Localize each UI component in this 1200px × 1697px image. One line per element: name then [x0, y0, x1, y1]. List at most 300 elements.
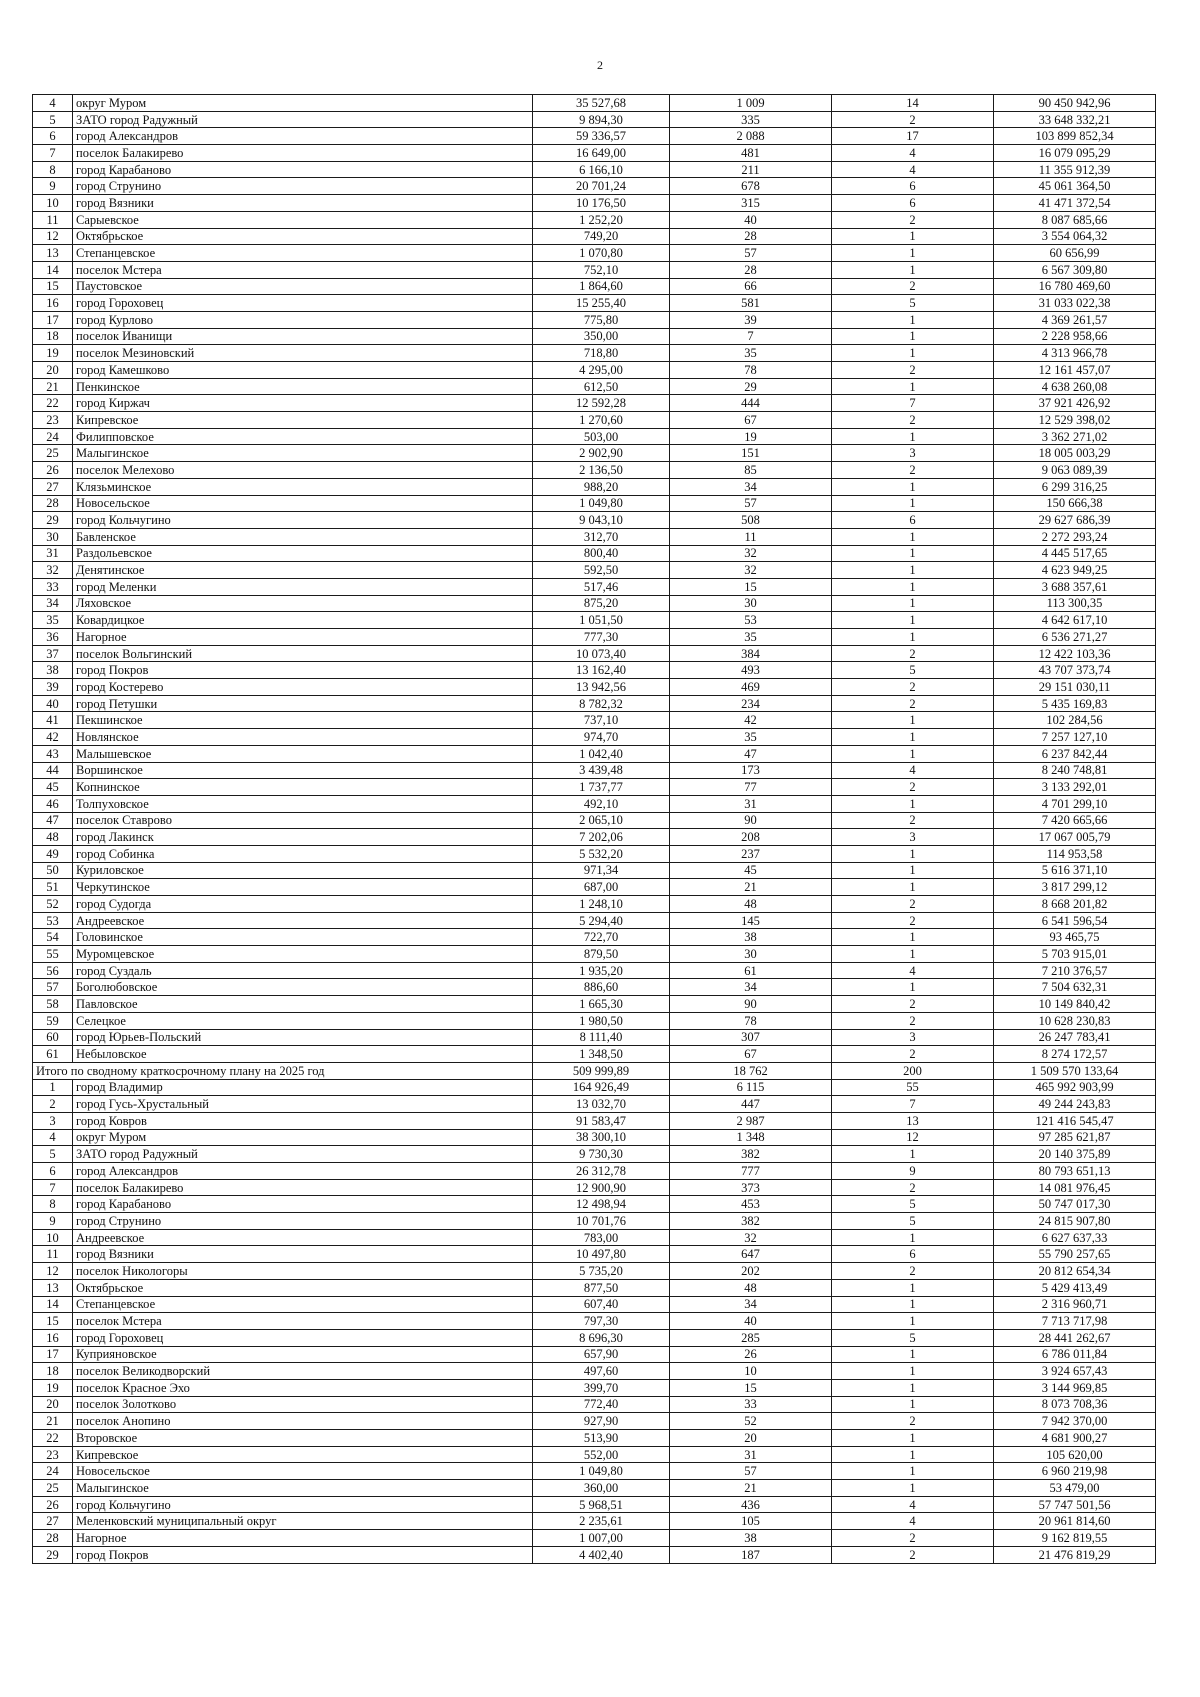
table-row — [33, 111, 1156, 128]
houses-value: 1 — [832, 629, 994, 646]
area-value: 5 294,40 — [533, 912, 670, 929]
houses-value: 1 — [832, 1396, 994, 1413]
municipality-name: город Ковров — [73, 1112, 533, 1129]
houses-value: 2 — [832, 695, 994, 712]
table-row — [33, 1196, 1156, 1213]
houses-value: 4 — [832, 145, 994, 162]
municipality-name: город Суздаль — [73, 962, 533, 979]
houses-value: 3 — [832, 445, 994, 462]
row-number: 4 — [33, 95, 73, 112]
table-row — [33, 1446, 1156, 1463]
houses-value: 6 — [832, 512, 994, 529]
row-number: 19 — [33, 1379, 73, 1396]
row-number: 26 — [33, 462, 73, 479]
area-value: 10 073,40 — [533, 645, 670, 662]
houses-value: 1 — [832, 1146, 994, 1163]
cost-value: 105 620,00 — [994, 1446, 1156, 1463]
cost-value: 5 703 915,01 — [994, 946, 1156, 963]
table-row — [33, 462, 1156, 479]
cost-value: 8 274 172,57 — [994, 1046, 1156, 1063]
municipality-name: Ковардицкое — [73, 612, 533, 629]
houses-value: 2 — [832, 1046, 994, 1063]
cost-value: 33 648 332,21 — [994, 111, 1156, 128]
municipality-name: город Карабаново — [73, 1196, 533, 1213]
row-number: 23 — [33, 412, 73, 429]
area-value: 12 498,94 — [533, 1196, 670, 1213]
row-number: 16 — [33, 295, 73, 312]
residents-value: 777 — [670, 1163, 832, 1180]
area-value: 4 402,40 — [533, 1546, 670, 1563]
table-row — [33, 645, 1156, 662]
municipality-name: город Меленки — [73, 578, 533, 595]
row-number: 47 — [33, 812, 73, 829]
municipality-name: Меленковский муниципальный округ — [73, 1513, 533, 1530]
residents-value: 53 — [670, 612, 832, 629]
cost-value: 12 422 103,36 — [994, 645, 1156, 662]
row-number: 44 — [33, 762, 73, 779]
houses-value: 14 — [832, 95, 994, 112]
row-number: 3 — [33, 1112, 73, 1129]
area-value: 8 696,30 — [533, 1329, 670, 1346]
municipality-name: Куриловское — [73, 862, 533, 879]
houses-value: 1 — [832, 1379, 994, 1396]
municipality-name: Павловское — [73, 996, 533, 1013]
row-number: 20 — [33, 1396, 73, 1413]
row-number: 18 — [33, 328, 73, 345]
cost-value: 10 149 840,42 — [994, 996, 1156, 1013]
area-value: 800,40 — [533, 545, 670, 562]
cost-value: 465 992 903,99 — [994, 1079, 1156, 1096]
municipality-name: поселок Иванищи — [73, 328, 533, 345]
cost-value: 10 628 230,83 — [994, 1012, 1156, 1029]
municipality-name: город Лакинск — [73, 829, 533, 846]
area-value: 399,70 — [533, 1379, 670, 1396]
houses-value: 9 — [832, 1163, 994, 1180]
table-row — [33, 1163, 1156, 1180]
row-number: 23 — [33, 1446, 73, 1463]
table-row — [33, 1496, 1156, 1513]
row-number: 21 — [33, 378, 73, 395]
municipality-name: Раздольевское — [73, 545, 533, 562]
houses-value: 200 — [832, 1062, 994, 1079]
cost-value: 28 441 262,67 — [994, 1329, 1156, 1346]
houses-value: 1 — [832, 1313, 994, 1330]
area-value: 8 111,40 — [533, 1029, 670, 1046]
municipality-name: поселок Балакирево — [73, 145, 533, 162]
area-value: 26 312,78 — [533, 1163, 670, 1180]
cost-value: 53 479,00 — [994, 1480, 1156, 1497]
residents-value: 47 — [670, 745, 832, 762]
table-row — [33, 528, 1156, 545]
houses-value: 1 — [832, 328, 994, 345]
houses-value: 1 — [832, 562, 994, 579]
row-number: 17 — [33, 311, 73, 328]
municipality-name: город Владимир — [73, 1079, 533, 1096]
municipality-name: поселок Мелехово — [73, 462, 533, 479]
cost-value: 5 429 413,49 — [994, 1279, 1156, 1296]
municipality-name: Боголюбовское — [73, 979, 533, 996]
municipality-name: Филипповское — [73, 428, 533, 445]
table-row — [33, 1146, 1156, 1163]
row-number: 33 — [33, 578, 73, 595]
residents-value: 34 — [670, 979, 832, 996]
cost-value: 14 081 976,45 — [994, 1179, 1156, 1196]
houses-value: 4 — [832, 962, 994, 979]
table-row — [33, 145, 1156, 162]
houses-value: 1 — [832, 245, 994, 262]
municipality-name: Малыгинское — [73, 445, 533, 462]
area-value: 4 295,00 — [533, 362, 670, 379]
municipality-name: Кипревское — [73, 1446, 533, 1463]
residents-value: 85 — [670, 462, 832, 479]
residents-value: 90 — [670, 996, 832, 1013]
total-label: Итого по сводному краткосрочному плану на 2025 год — [33, 1062, 533, 1079]
area-value: 360,00 — [533, 1480, 670, 1497]
area-value: 1 665,30 — [533, 996, 670, 1013]
table-row — [33, 395, 1156, 412]
cost-value: 7 713 717,98 — [994, 1313, 1156, 1330]
houses-value: 1 — [832, 612, 994, 629]
cost-value: 4 445 517,65 — [994, 545, 1156, 562]
area-value: 1 270,60 — [533, 412, 670, 429]
municipality-name: город Вязники — [73, 1246, 533, 1263]
cost-value: 21 476 819,29 — [994, 1546, 1156, 1563]
residents-value: 481 — [670, 145, 832, 162]
area-value: 1 049,80 — [533, 1463, 670, 1480]
municipality-name: Головинское — [73, 929, 533, 946]
cost-value: 113 300,35 — [994, 595, 1156, 612]
houses-value: 4 — [832, 161, 994, 178]
row-number: 51 — [33, 879, 73, 896]
residents-value: 508 — [670, 512, 832, 529]
table-row — [33, 1463, 1156, 1480]
row-number: 57 — [33, 979, 73, 996]
houses-value: 1 — [832, 1480, 994, 1497]
houses-value: 2 — [832, 812, 994, 829]
row-number: 56 — [33, 962, 73, 979]
area-value: 513,90 — [533, 1430, 670, 1447]
cost-value: 7 257 127,10 — [994, 729, 1156, 746]
table-row — [33, 1329, 1156, 1346]
residents-value: 32 — [670, 545, 832, 562]
cost-value: 17 067 005,79 — [994, 829, 1156, 846]
table-row — [33, 629, 1156, 646]
table-row — [33, 1480, 1156, 1497]
houses-value: 1 — [832, 1279, 994, 1296]
municipality-name: поселок Мстера — [73, 1313, 533, 1330]
row-number: 36 — [33, 629, 73, 646]
houses-value: 1 — [832, 228, 994, 245]
row-number: 10 — [33, 195, 73, 212]
table-row — [33, 412, 1156, 429]
cost-value: 43 707 373,74 — [994, 662, 1156, 679]
cost-value: 11 355 912,39 — [994, 161, 1156, 178]
row-number: 20 — [33, 362, 73, 379]
row-number: 22 — [33, 395, 73, 412]
houses-value: 1 — [832, 862, 994, 879]
houses-value: 2 — [832, 412, 994, 429]
row-number: 32 — [33, 562, 73, 579]
houses-value: 1 — [832, 261, 994, 278]
houses-value: 3 — [832, 1029, 994, 1046]
table-row — [33, 295, 1156, 312]
table-row — [33, 1279, 1156, 1296]
houses-value: 1 — [832, 311, 994, 328]
residents-value: 38 — [670, 929, 832, 946]
municipality-name: город Кольчугино — [73, 1496, 533, 1513]
table-row — [33, 1096, 1156, 1113]
row-number: 40 — [33, 695, 73, 712]
cost-value: 20 961 814,60 — [994, 1513, 1156, 1530]
cost-value: 114 953,58 — [994, 845, 1156, 862]
table-row — [33, 1396, 1156, 1413]
cost-value: 7 420 665,66 — [994, 812, 1156, 829]
page-number: 2 — [597, 58, 603, 72]
residents-value: 48 — [670, 1279, 832, 1296]
houses-value: 1 — [832, 1346, 994, 1363]
area-value: 6 166,10 — [533, 161, 670, 178]
residents-value: 33 — [670, 1396, 832, 1413]
table-row — [33, 1129, 1156, 1146]
municipality-name: Небыловское — [73, 1046, 533, 1063]
table-row — [33, 946, 1156, 963]
residents-value: 57 — [670, 1463, 832, 1480]
area-value: 1 980,50 — [533, 1012, 670, 1029]
table-row — [33, 378, 1156, 395]
area-value: 38 300,10 — [533, 1129, 670, 1146]
row-number: 27 — [33, 1513, 73, 1530]
cost-value: 29 151 030,11 — [994, 679, 1156, 696]
table-row — [33, 1546, 1156, 1563]
table-row — [33, 1430, 1156, 1447]
cost-value: 3 144 969,85 — [994, 1379, 1156, 1396]
area-value: 9 894,30 — [533, 111, 670, 128]
houses-value: 1 — [832, 478, 994, 495]
row-number: 52 — [33, 896, 73, 913]
municipality-name: Малышевское — [73, 745, 533, 762]
cost-value: 4 642 617,10 — [994, 612, 1156, 629]
residents-value: 66 — [670, 278, 832, 295]
municipality-name: поселок Мстера — [73, 261, 533, 278]
table-row — [33, 1263, 1156, 1280]
residents-value: 151 — [670, 445, 832, 462]
municipalities-table — [32, 94, 1156, 1564]
area-value: 927,90 — [533, 1413, 670, 1430]
row-number: 7 — [33, 145, 73, 162]
cost-value: 1 509 570 133,64 — [994, 1062, 1156, 1079]
municipality-name: город Покров — [73, 1546, 533, 1563]
cost-value: 60 656,99 — [994, 245, 1156, 262]
table-row — [33, 1346, 1156, 1363]
cost-value: 8 087 685,66 — [994, 211, 1156, 228]
residents-value: 382 — [670, 1146, 832, 1163]
area-value: 797,30 — [533, 1313, 670, 1330]
table-row — [33, 328, 1156, 345]
municipality-name: поселок Красное Эхо — [73, 1379, 533, 1396]
cost-value: 8 073 708,36 — [994, 1396, 1156, 1413]
residents-value: 211 — [670, 161, 832, 178]
municipality-name: Копнинское — [73, 779, 533, 796]
residents-value: 35 — [670, 629, 832, 646]
municipality-name: Муромцевское — [73, 946, 533, 963]
cost-value: 93 465,75 — [994, 929, 1156, 946]
houses-value: 1 — [832, 378, 994, 395]
houses-value: 2 — [832, 1413, 994, 1430]
municipality-name: поселок Балакирево — [73, 1179, 533, 1196]
cost-value: 41 471 372,54 — [994, 195, 1156, 212]
houses-value: 1 — [832, 729, 994, 746]
cost-value: 6 627 637,33 — [994, 1229, 1156, 1246]
area-value: 164 926,49 — [533, 1079, 670, 1096]
houses-value: 2 — [832, 679, 994, 696]
residents-value: 581 — [670, 295, 832, 312]
area-value: 988,20 — [533, 478, 670, 495]
table-row — [33, 1530, 1156, 1547]
table-row — [33, 1079, 1156, 1096]
area-value: 9 730,30 — [533, 1146, 670, 1163]
municipality-name: Куприяновское — [73, 1346, 533, 1363]
municipality-name: Ляховское — [73, 595, 533, 612]
table-row — [33, 812, 1156, 829]
area-value: 16 649,00 — [533, 145, 670, 162]
area-value: 497,60 — [533, 1363, 670, 1380]
residents-value: 90 — [670, 812, 832, 829]
row-number: 15 — [33, 1313, 73, 1330]
area-value: 2 902,90 — [533, 445, 670, 462]
table-row — [33, 1379, 1156, 1396]
residents-value: 67 — [670, 412, 832, 429]
houses-value: 4 — [832, 762, 994, 779]
residents-value: 40 — [670, 211, 832, 228]
area-value: 13 162,40 — [533, 662, 670, 679]
row-number: 13 — [33, 245, 73, 262]
cost-value: 37 921 426,92 — [994, 395, 1156, 412]
area-value: 20 701,24 — [533, 178, 670, 195]
residents-value: 469 — [670, 679, 832, 696]
area-value: 12 592,28 — [533, 395, 670, 412]
row-number: 27 — [33, 478, 73, 495]
residents-value: 48 — [670, 896, 832, 913]
area-value: 1 051,50 — [533, 612, 670, 629]
table-row — [33, 612, 1156, 629]
houses-value: 6 — [832, 178, 994, 195]
municipality-name: Нагорное — [73, 1530, 533, 1547]
row-number: 5 — [33, 111, 73, 128]
row-number: 55 — [33, 946, 73, 963]
residents-value: 436 — [670, 1496, 832, 1513]
row-number: 50 — [33, 862, 73, 879]
municipality-name: поселок Вольгинский — [73, 645, 533, 662]
table-row — [33, 862, 1156, 879]
houses-value: 2 — [832, 111, 994, 128]
row-number: 1 — [33, 1079, 73, 1096]
cost-value: 80 793 651,13 — [994, 1163, 1156, 1180]
municipality-name: ЗАТО город Радужный — [73, 1146, 533, 1163]
table-row — [33, 1112, 1156, 1129]
houses-value: 1 — [832, 1363, 994, 1380]
cost-value: 4 313 966,78 — [994, 345, 1156, 362]
residents-value: 45 — [670, 862, 832, 879]
row-number: 25 — [33, 1480, 73, 1497]
houses-value: 13 — [832, 1112, 994, 1129]
houses-value: 1 — [832, 595, 994, 612]
municipality-name: округ Муром — [73, 1129, 533, 1146]
cost-value: 121 416 545,47 — [994, 1112, 1156, 1129]
table-row — [33, 161, 1156, 178]
municipality-name: поселок Ставрово — [73, 812, 533, 829]
table-row — [33, 211, 1156, 228]
area-value: 1 049,80 — [533, 495, 670, 512]
residents-value: 35 — [670, 729, 832, 746]
municipality-name: город Гороховец — [73, 1329, 533, 1346]
area-value: 1 042,40 — [533, 745, 670, 762]
houses-value: 1 — [832, 946, 994, 963]
municipality-name: город Покров — [73, 662, 533, 679]
houses-value: 1 — [832, 528, 994, 545]
cost-value: 45 061 364,50 — [994, 178, 1156, 195]
area-value: 91 583,47 — [533, 1112, 670, 1129]
houses-value: 3 — [832, 829, 994, 846]
houses-value: 1 — [832, 1446, 994, 1463]
area-value: 687,00 — [533, 879, 670, 896]
cost-value: 3 554 064,32 — [994, 228, 1156, 245]
municipality-name: город Гороховец — [73, 295, 533, 312]
houses-value: 1 — [832, 712, 994, 729]
cost-value: 6 786 011,84 — [994, 1346, 1156, 1363]
cost-value: 8 240 748,81 — [994, 762, 1156, 779]
row-number: 35 — [33, 612, 73, 629]
area-value: 2 136,50 — [533, 462, 670, 479]
cost-value: 3 688 357,61 — [994, 578, 1156, 595]
houses-value: 6 — [832, 1246, 994, 1263]
residents-value: 28 — [670, 228, 832, 245]
area-value: 5 532,20 — [533, 845, 670, 862]
row-number: 48 — [33, 829, 73, 846]
residents-value: 145 — [670, 912, 832, 929]
houses-value: 5 — [832, 1329, 994, 1346]
houses-value: 2 — [832, 779, 994, 796]
residents-value: 382 — [670, 1213, 832, 1230]
cost-value: 12 529 398,02 — [994, 412, 1156, 429]
municipality-name: поселок Мезиновский — [73, 345, 533, 362]
table-row — [33, 595, 1156, 612]
area-value: 657,90 — [533, 1346, 670, 1363]
residents-value: 384 — [670, 645, 832, 662]
area-value: 517,46 — [533, 578, 670, 595]
cost-value: 5 435 169,83 — [994, 695, 1156, 712]
residents-value: 7 — [670, 328, 832, 345]
residents-value: 187 — [670, 1546, 832, 1563]
table-row — [33, 679, 1156, 696]
area-value: 59 336,57 — [533, 128, 670, 145]
area-value: 509 999,89 — [533, 1062, 670, 1079]
area-value: 7 202,06 — [533, 829, 670, 846]
municipality-name: Пенкинское — [73, 378, 533, 395]
table-row — [33, 195, 1156, 212]
cost-value: 4 369 261,57 — [994, 311, 1156, 328]
municipality-name: Степанцевское — [73, 245, 533, 262]
row-number: 6 — [33, 1163, 73, 1180]
municipality-name: поселок Золотково — [73, 1396, 533, 1413]
cost-value: 4 623 949,25 — [994, 562, 1156, 579]
row-number: 34 — [33, 595, 73, 612]
residents-value: 78 — [670, 1012, 832, 1029]
houses-value: 1 — [832, 879, 994, 896]
area-value: 552,00 — [533, 1446, 670, 1463]
row-number: 58 — [33, 996, 73, 1013]
total-row — [33, 1062, 1156, 1079]
area-value: 5 968,51 — [533, 1496, 670, 1513]
